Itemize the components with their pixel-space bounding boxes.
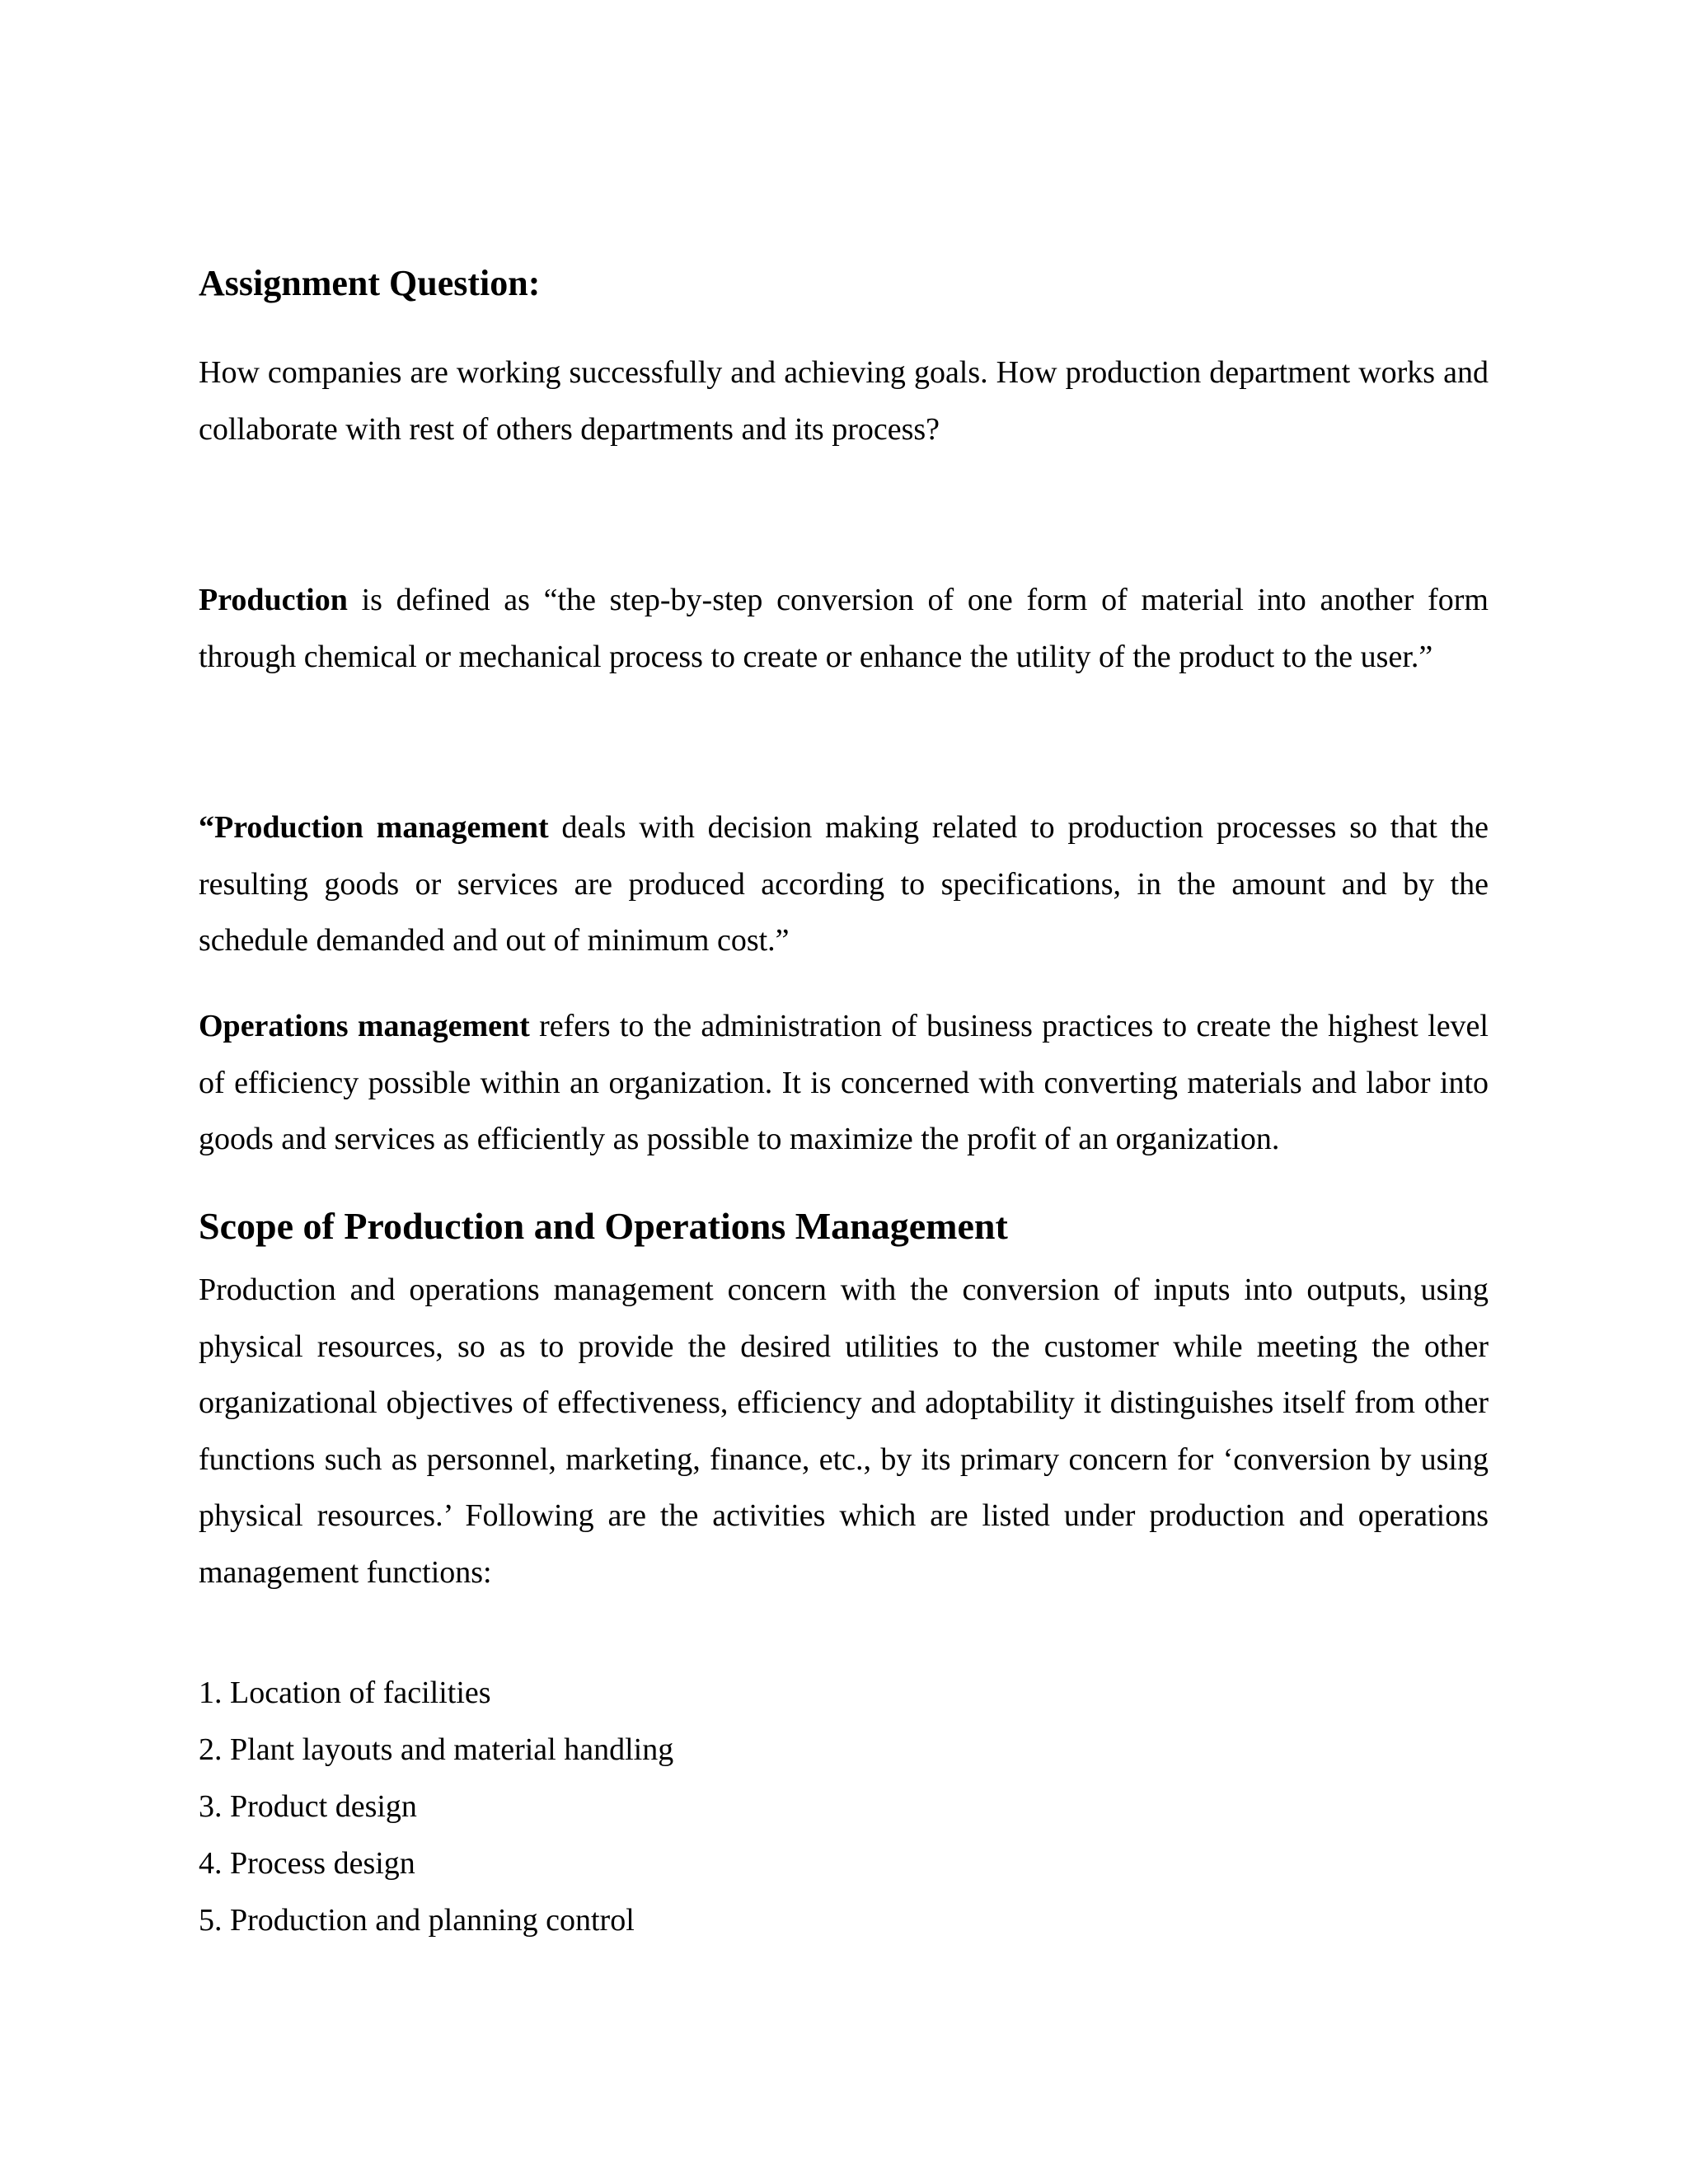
list-item: 1. Location of facilities bbox=[199, 1675, 491, 1710]
production-term: Production bbox=[199, 583, 348, 617]
assignment-title: Assignment Question: bbox=[199, 263, 541, 303]
scope-paragraph: Production and operations management concern with the conversion of inputs into outputs, using physical resources, so as to provide the desired utilities to the customer while meeting the other organizational objectives of effectiveness, efficiency and adoptability it distinguishes itself from other functions such as personnel, marketing, finance, etc., by its primary concern for ‘conversion by using physical resources.’ Following are the activities which are listed under production and operations management functions: bbox=[199, 1272, 1489, 1590]
list-item: 3. Product design bbox=[199, 1789, 417, 1824]
production-management-text: deals with decision making related to production processes so that the resulting goods or services are produced according to specifications, in the amount and by the schedule demanded and out of minimum cost.” bbox=[199, 810, 1489, 958]
production-management-term: “Production management bbox=[199, 810, 549, 845]
functions-list bbox=[199, 1665, 673, 1949]
operations-management-definition bbox=[199, 998, 1489, 1168]
operations-management-text: refers to the administration of business practices to create the highest level of efficiency possible within an organization. It is concerned with converting materials and labor into goods and services as efficiently as possible to maximize the profit of an organization. bbox=[199, 1009, 1489, 1156]
operations-management-term: Operations management bbox=[199, 1009, 530, 1043]
production-management-definition bbox=[199, 799, 1489, 969]
list-item: 2. Plant layouts and material handling bbox=[199, 1732, 674, 1767]
scope-heading: Scope of Production and Operations Management bbox=[199, 1205, 1008, 1247]
list-item: 5. Production and planning control bbox=[199, 1903, 635, 1938]
production-definition bbox=[199, 572, 1489, 685]
production-definition-text: is defined as “the step-by-step conversion of one form of material into another form through chemical or mechanical process to create or enhance the utility of the product to the user.” bbox=[199, 583, 1489, 674]
assignment-question: How companies are working successfully and achieving goals. How production department works and collaborate with rest of others departments and its process? bbox=[199, 355, 1489, 447]
list-item: 4. Process design bbox=[199, 1846, 415, 1881]
